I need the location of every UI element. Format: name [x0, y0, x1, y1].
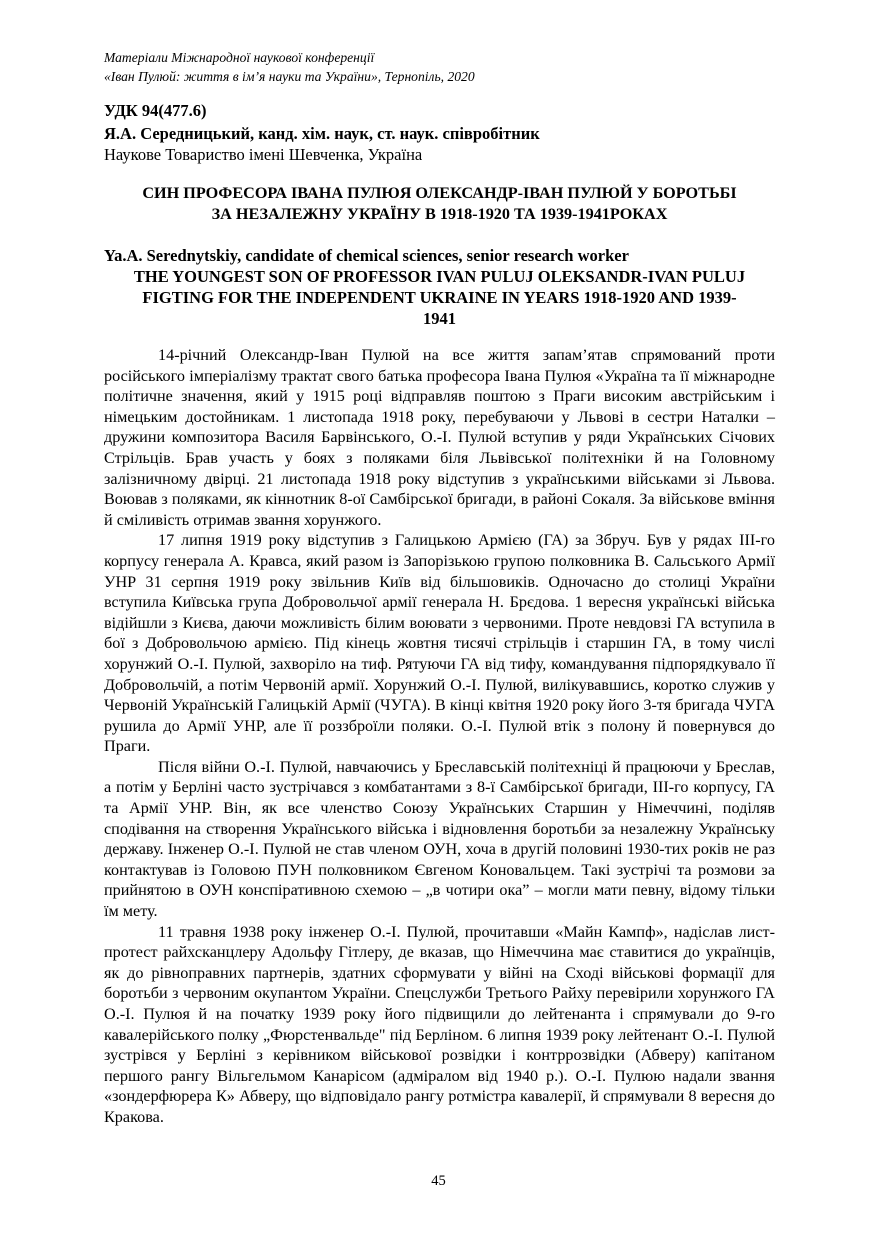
title-uk	[104, 183, 775, 225]
author-uk: Я.А. Середницький, канд. хім. наук, ст. наук. співробітник	[104, 124, 540, 143]
paragraph-1: 14-річний Олександр-Іван Пулюй на все життя запам’ятав спрямований проти російського імперіалізму трактат свого батька професора Івана Пулюя «Україна та її міжнародне політичне значення, який у 1915 році відправляв поштою з Праги високим австрійським і німецьким достойникам. 1 листопада 1918 року, перебуваючи у Львові в сестри Наталки – дружини композитора Василя Барвінського, О.-І. Пулюй вступив у ряди Українських Січових Стрільців. Брав участь у боях з поляками біля Львівської політехніки й на Головному залізничному двірці. 21 листопада 1918 року відступив з українськими військами зі Львова. Воював з поляками, як кіннотник 8-ої Самбірської бригади, в районі Сокаля. За військове вміння й сміливість отримав звання хорунжого.	[104, 346, 775, 529]
udc-code: УДК 94(477.6)	[104, 101, 207, 120]
author-en: Ya.A. Serednytskiy, candidate of chemical sciences, senior research worker	[104, 246, 629, 265]
title-uk-line2: ЗА НЕЗАЛЕЖНУ УКРАЇНУ В 1918-1920 ТА 1939-1941РОКАХ	[211, 205, 668, 223]
title-en-line3: 1941	[423, 309, 456, 328]
paragraph-2: 17 липня 1919 року відступив з Галицькою Армією (ГА) за Збруч. Був у рядах ІІІ-го корпусу генерала А. Кравса, який разом із Запорізькою групою полковника В. Сальського Армії УНР 31 серпня 1919 року звільнив Київ від більшовиків. Одночасно до столиці України вступила Київська група Добровольчої армії генерала Н. Брєдова. 1 вересня українські війська відійшли з Києва, даючи можливість білим воювати з червоними. Проте невдовзі ГА вступила в бої з Добровольчою армією. Під кінець жовтня тисячі стрільців і старшин ГА, в тому числі хорунжий О.-І. Пулюй, захворіло на тиф. Рятуючи ГА від тифу, командування підпорядкувало її Добровольчій, а потім Червоній армії. Хорунжий О.-І. Пулюй, вилікувавшись, коротко служив у Червоній Українській Галицькій Армії (ЧУГА). В кінці квітня 1920 року його 3-тя бригада ЧУГА рушила до Армії УНР, але її роззброїли поляки. О.-І. Пулюй втік з полону й повернувся до Праги.	[104, 531, 775, 756]
conference-header-line1: Матеріали Міжнародної наукової конференції	[104, 50, 375, 65]
title-en-line2: FIGTING FOR THE INDEPENDENT UKRAINE IN YEARS 1918-1920 AND 1939-	[142, 288, 737, 307]
article-body	[104, 345, 775, 1128]
conference-header	[104, 48, 784, 86]
page-number: 45	[431, 1173, 446, 1189]
title-en-line1: THE YOUNGEST SON OF PROFESSOR IVAN PULUJ OLEKSANDR-IVAN PULUJ	[133, 267, 746, 286]
paragraph-4: 11 травня 1938 року інженер О.-І. Пулюй, прочитавши «Майн Кампф», надіслав лист-протест райхсканцлеру Адольфу Гітлеру, де вказав, що Німеччина має ставитися до українців, як до рівноправних партнерів, здатних сформувати у війні на Сході військові формації для боротьби з червоним окупантом України. Спецслужби Третього Райху перевірили хорунжого ГА О.-І. Пулюя й на початку 1939 року його підвищили до лейтенанта і спрямували до 9-го кавалерійського полку „Фюрстенвальде" під Берліном. 6 липня 1939 року лейтенант О.-І. Пулюй зустрівся у Берліні з керівником військової розвідки і контррозвідки (Абверу) капітаном першого рангу Вільгельмом Канарісом (адміралом від 1940 р.). О.-І. Пулюю надали звання «зондерфюрера К» Абверу, що відповідало рангу ротмістра кавалерії, й спрямували 8 вересня до Кракова.	[104, 922, 775, 1126]
paragraph-3: Після війни О.-І. Пулюй, навчаючись у Бреславській політехніці й працюючи у Бреслав, а потім у Берліні часто зустрічався з комбатантами з 8-ї Самбірської бригади, ІІІ-го корпусу, ГА та Армії УНР. Він, як все членство Союзу Українських Старшин у Німеччині, поділяв сподівання на створення Українського війська і відновлення боротьби за незалежну Українську державу. Інженер О.-І. Пулюй не став членом ОУН, хоча в другій половині 1930-тих років не раз контактував із Головою ПУН полковником Євгеном Коновальцем. Такі зустрічі та розмови за прийнятою в ОУН конспіративною схемою – „в чотири ока” – могли мати певну, відому тільки їм мету.	[104, 757, 775, 921]
title-en	[104, 266, 775, 329]
affiliation-uk: Наукове Товариство імені Шевченка, Україна	[104, 145, 423, 164]
title-uk-line1: СИН ПРОФЕСОРА ІВАНА ПУЛЮЯ ОЛЕКСАНДР-ІВАН ПУЛЮЙ У БОРОТЬБІ	[142, 184, 737, 202]
conference-header-line2: «Іван Пулюй: життя в ім’я науки та України», Тернопіль, 2020	[104, 69, 475, 84]
